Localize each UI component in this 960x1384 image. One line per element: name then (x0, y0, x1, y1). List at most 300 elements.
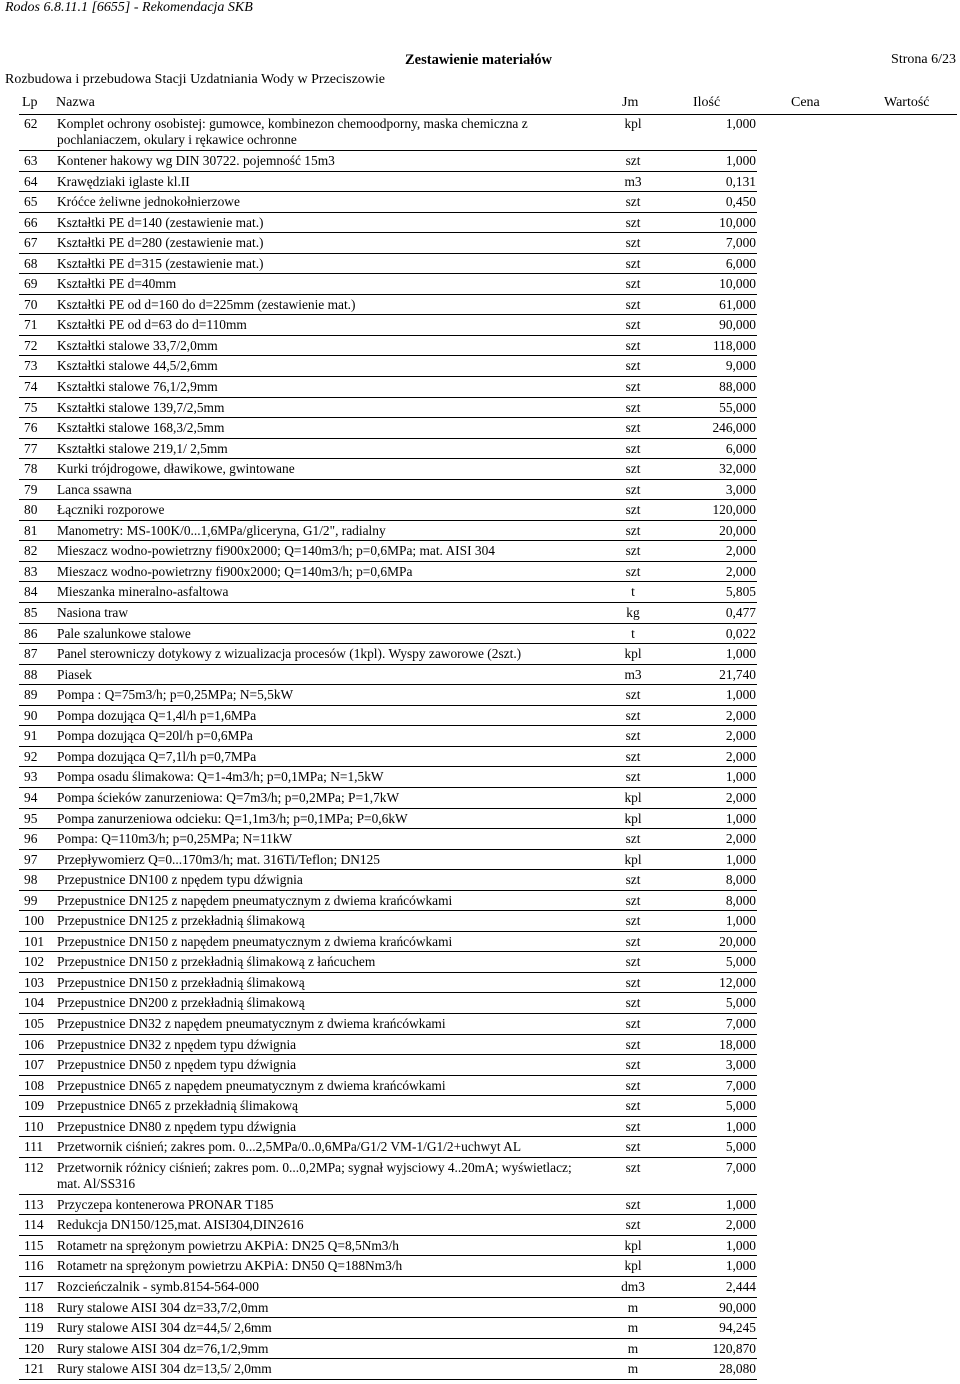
row-lp: 62 (24, 116, 38, 131)
row-name: Kształtki stalowe 44,5/2,6mm (57, 358, 218, 374)
row-name: Przyczepa kontenerowa PRONAR T185 (57, 1196, 274, 1212)
row-name: Łączniki rozporowe (57, 502, 165, 518)
row-jm: m (627, 1361, 639, 1377)
table-row (0, 624, 960, 645)
row-lp: 103 (24, 974, 45, 990)
row-name: Kształtki stalowe 168,3/2,5mm (57, 420, 225, 436)
row-qty: 0,131 (725, 173, 756, 189)
row-qty: 2,000 (725, 728, 756, 744)
table-row (0, 911, 960, 932)
table-row (0, 891, 960, 912)
page-number: Strona 6/23 (891, 52, 956, 67)
row-name: Przepustnice DN80 z npędem typu dźwignia (57, 1118, 297, 1134)
row-jm: kpl (624, 789, 642, 805)
row-lp: 69 (24, 276, 38, 292)
row-jm: szt (625, 276, 641, 292)
table-row (0, 1076, 960, 1097)
row-qty: 2,000 (725, 748, 756, 764)
row-qty: 1,000 (725, 810, 756, 826)
row-jm: szt (625, 872, 641, 888)
row-jm: szt (625, 255, 641, 271)
row-jm: szt (625, 461, 641, 477)
row-lp: 98 (24, 872, 38, 888)
row-jm: szt (625, 1036, 641, 1052)
row-qty: 1,000 (725, 687, 756, 703)
table-row (0, 459, 960, 480)
row-name: Przepustnice DN32 z napędem pneumatycznym z dwiema krańcówkami (57, 1015, 446, 1031)
row-jm: szt (625, 687, 641, 703)
row-name: Przepustnice DN125 z przekładnią ślimakową (57, 913, 305, 929)
row-qty: 2,000 (725, 831, 756, 847)
table-row (0, 562, 960, 583)
table-row (0, 767, 960, 788)
row-lp: 100 (24, 913, 45, 929)
row-lp: 112 (24, 1159, 44, 1175)
row-jm: szt (625, 235, 641, 251)
row-qty: 10,000 (719, 214, 756, 230)
row-qty: 6,000 (725, 255, 756, 271)
row-name: Przepustnice DN100 z npędem typu dźwignia (57, 872, 303, 888)
table-row (0, 1359, 960, 1380)
table-row (0, 1339, 960, 1360)
row-name: Pale szalunkowe stalowe (57, 625, 191, 641)
row-jm: m (627, 1340, 639, 1356)
row-lp: 121 (24, 1361, 45, 1377)
row-jm: kpl (624, 1237, 642, 1253)
row-lp: 111 (24, 1139, 44, 1155)
row-lp: 85 (24, 605, 38, 621)
row-lp: 68 (24, 255, 38, 271)
table-row (0, 1158, 960, 1195)
row-qty: 7,000 (725, 1159, 756, 1175)
row-name: Pompa : Q=75m3/h; p=0,25MPa; N=5,5kW (57, 687, 294, 703)
row-name: Krawędziaki iglaste kl.II (57, 173, 190, 189)
row-lp: 86 (24, 625, 38, 641)
row-name: Mieszacz wodno-powietrzny fi900x2000; Q=140m3/h; p=0,6MPa (57, 563, 413, 579)
row-lp: 78 (24, 461, 38, 477)
row-lp: 101 (24, 933, 45, 949)
table-row (0, 952, 960, 973)
row-name: Piasek (57, 666, 92, 682)
row-name: Pompa: Q=110m3/h; p=0,25MPa; N=11kW (57, 831, 293, 847)
row-name: Kształtki PE d=315 (zestawienie mat.) (57, 255, 264, 271)
row-lp: 92 (24, 748, 38, 764)
header-lp: Lp (22, 95, 38, 110)
header-price: Cena (791, 95, 820, 110)
row-name: Rotametr na sprężonym powietrzu AKPiA: DN25 Q=8,5Nm3/h (57, 1237, 399, 1253)
row-qty: 1,000 (725, 851, 756, 867)
table-row (0, 274, 960, 295)
row-name: Przepustnice DN150 z przekładnią ślimakową z łańcuchem (57, 954, 376, 970)
row-jm: szt (625, 153, 641, 168)
row-qty: 2,000 (725, 563, 756, 579)
table-row (0, 1014, 960, 1035)
row-name: Rury stalowe AISI 304 dz=33,7/2,0mm (57, 1299, 269, 1315)
row-lp: 82 (24, 543, 38, 559)
table-row (0, 377, 960, 398)
row-qty: 55,000 (719, 399, 756, 415)
table-row (0, 480, 960, 501)
row-jm: szt (625, 1015, 641, 1031)
row-name: Redukcja DN150/125,mat. AISI304,DIN2616 (57, 1217, 304, 1233)
table-row (0, 603, 960, 624)
table-row (0, 541, 960, 562)
row-jm: szt (625, 748, 641, 764)
row-jm: m3 (624, 666, 642, 682)
table-row (0, 233, 960, 254)
row-jm: kpl (624, 116, 642, 131)
row-qty: 2,000 (725, 789, 756, 805)
row-name: Przepustnice DN32 z npędem typu dźwignia (57, 1036, 297, 1052)
row-jm: szt (625, 420, 641, 436)
row-jm: dm3 (621, 1278, 645, 1294)
row-name: Rury stalowe AISI 304 dz=44,5/ 2,6mm (57, 1320, 272, 1336)
row-name: Króćce żeliwne jednokołnierzowe (57, 194, 240, 210)
row-jm: szt (625, 1139, 641, 1155)
row-lp: 64 (24, 173, 38, 189)
row-name: Kształtki PE d=40mm (57, 276, 177, 292)
row-name: Przepustnice DN200 z przekładnią ślimakową (57, 995, 305, 1011)
row-jm: szt (625, 214, 641, 230)
row-lp: 89 (24, 687, 38, 703)
row-name: Przepustnice DN65 z przekładnią ślimakową (57, 1098, 298, 1114)
row-qty: 0,022 (725, 625, 756, 641)
row-jm: t (631, 584, 635, 600)
row-jm: szt (625, 502, 641, 518)
table-row (0, 1096, 960, 1117)
row-jm: szt (625, 933, 641, 949)
row-jm: kpl (624, 646, 642, 662)
table-row (0, 1055, 960, 1076)
table-row (0, 850, 960, 871)
row-jm: szt (625, 1217, 641, 1233)
table-row (0, 1035, 960, 1056)
row-name: Kształtki stalowe 219,1/ 2,5mm (57, 440, 228, 456)
row-qty: 20,000 (719, 522, 756, 538)
row-qty: 61,000 (719, 296, 756, 312)
row-jm: szt (625, 543, 641, 559)
table-row (0, 254, 960, 275)
row-jm: m (627, 1299, 639, 1315)
row-lp: 67 (24, 235, 38, 251)
row-name: Rozcieńczalnik - symb.8154-564-000 (57, 1278, 259, 1294)
row-lp: 114 (24, 1217, 44, 1233)
row-name: Kształtki stalowe 139,7/2,5mm (57, 399, 225, 415)
row-name: Kurki trójdrogowe, dławikowe, gwintowane (57, 461, 295, 477)
table-row (0, 315, 960, 336)
row-qty: 5,805 (725, 584, 756, 600)
row-lp: 116 (24, 1258, 44, 1274)
table-row (0, 582, 960, 603)
row-jm: szt (625, 1057, 641, 1073)
table-row (0, 500, 960, 521)
row-jm: szt (625, 831, 641, 847)
row-name: Pompa zanurzeniowa odcieku: Q=1,1m3/h; p=0,1MPa; P=0,6kW (57, 810, 408, 826)
row-lp: 66 (24, 214, 38, 230)
row-lp: 76 (24, 420, 38, 436)
row-lp: 119 (24, 1320, 44, 1336)
row-name: Kształtki PE d=280 (zestawienie mat.) (57, 235, 264, 251)
row-lp: 65 (24, 194, 38, 210)
row-jm: szt (625, 707, 641, 723)
row-lp: 107 (24, 1057, 45, 1073)
row-lp: 84 (24, 584, 38, 600)
row-jm: szt (625, 358, 641, 374)
row-lp: 72 (24, 337, 38, 353)
row-qty: 7,000 (725, 235, 756, 251)
row-name: Rury stalowe AISI 304 dz=13,5/ 2,0mm (57, 1361, 272, 1377)
row-qty: 246,000 (712, 420, 756, 436)
table-row (0, 685, 960, 706)
row-jm: kpl (624, 851, 642, 867)
row-qty: 2,000 (725, 543, 756, 559)
row-qty: 10,000 (719, 276, 756, 292)
row-jm: szt (625, 379, 641, 395)
row-qty: 7,000 (725, 1077, 756, 1093)
row-jm: szt (625, 194, 641, 210)
row-jm: kpl (624, 810, 642, 826)
table-row (0, 439, 960, 460)
row-lp: 108 (24, 1077, 45, 1093)
table-row (0, 1195, 960, 1216)
row-qty: 5,000 (725, 954, 756, 970)
row-lp: 73 (24, 358, 38, 374)
row-name: Przetwornik ciśnień; zakres pom. 0...2,5MPa/0..0,6MPa/G1/2 VM-1/G1/2+uchwyt AL (57, 1139, 522, 1155)
row-qty: 1,000 (725, 153, 756, 168)
row-name: Kształtki stalowe 33,7/2,0mm (57, 337, 218, 353)
row-qty: 2,000 (725, 1217, 756, 1233)
row-qty: 88,000 (719, 379, 756, 395)
table-row (0, 1215, 960, 1236)
row-jm: szt (625, 974, 641, 990)
table-row (0, 829, 960, 850)
row-jm: szt (625, 481, 641, 497)
row-lp: 79 (24, 481, 38, 497)
row-qty: 1,000 (725, 1118, 756, 1134)
row-jm: m (627, 1320, 639, 1336)
row-qty: 3,000 (725, 1057, 756, 1073)
row-name: Kształtki PE od d=160 do d=225mm (zestawienie mat.) (57, 296, 356, 312)
row-name: Przepustnice DN50 z npędem typu dźwignia (57, 1057, 297, 1073)
table-row (0, 521, 960, 542)
table-row (0, 747, 960, 768)
row-lp: 104 (24, 995, 45, 1011)
row-lp: 74 (24, 379, 38, 395)
row-lp: 87 (24, 646, 38, 662)
row-lp: 93 (24, 769, 38, 785)
row-qty: 32,000 (719, 461, 756, 477)
header-name: Nazwa (56, 95, 95, 110)
row-qty: 118,000 (712, 337, 756, 353)
table-row (0, 1318, 960, 1339)
row-lp: 70 (24, 296, 38, 312)
row-name: Pompa dozująca Q=20l/h p=0,6MPa (57, 728, 253, 744)
materials-table (0, 114, 960, 1380)
row-name: Pompa dozująca Q=7,1l/h p=0,7MPa (57, 748, 257, 764)
table-row (0, 706, 960, 727)
table-row (0, 726, 960, 747)
row-lp: 117 (24, 1278, 44, 1294)
row-jm: kpl (624, 1258, 642, 1274)
row-lp: 109 (24, 1098, 45, 1114)
row-jm: szt (625, 769, 641, 785)
row-lp: 77 (24, 440, 38, 456)
row-lp: 105 (24, 1015, 45, 1031)
row-qty: 21,740 (719, 666, 756, 682)
table-row (0, 1298, 960, 1319)
row-qty: 5,000 (725, 995, 756, 1011)
project-name: Rozbudowa i przebudowa Stacji Uzdatniania Wody w Przeciszowie (5, 72, 386, 87)
row-qty: 6,000 (725, 440, 756, 456)
row-lp: 102 (24, 954, 45, 970)
table-row (0, 192, 960, 213)
row-lp: 106 (24, 1036, 45, 1052)
table-row (0, 213, 960, 234)
row-qty: 90,000 (719, 317, 756, 333)
table-row (0, 1256, 960, 1277)
table-row (0, 1137, 960, 1158)
row-jm: szt (625, 995, 641, 1011)
row-jm: szt (625, 892, 641, 908)
table-row (0, 295, 960, 316)
row-qty: 1,000 (725, 1237, 756, 1253)
row-jm: szt (625, 1077, 641, 1093)
row-name: Przepustnice DN65 z napędem pneumatycznym z dwiema krańcówkami (57, 1077, 446, 1093)
table-row (0, 172, 960, 193)
row-lp: 97 (24, 851, 38, 867)
row-lp: 99 (24, 892, 38, 908)
row-jm: szt (625, 522, 641, 538)
row-lp: 113 (24, 1196, 44, 1212)
row-lp: 83 (24, 563, 38, 579)
row-qty: 9,000 (725, 358, 756, 374)
row-lp: 71 (24, 317, 38, 333)
row-qty: 1,000 (725, 769, 756, 785)
row-lp: 91 (24, 728, 38, 744)
row-lp: 94 (24, 789, 38, 805)
row-lp: 81 (24, 522, 38, 538)
table-row (0, 870, 960, 891)
row-qty: 18,000 (719, 1036, 756, 1052)
row-jm: szt (625, 296, 641, 312)
row-qty: 2,444 (725, 1278, 756, 1294)
row-lp: 88 (24, 666, 38, 682)
row-name: Pompa dozująca Q=1,4l/h p=1,6MPa (57, 707, 257, 723)
row-qty: 0,477 (725, 605, 756, 621)
row-name: Przepływomierz Q=0...170m3/h; mat. 316Ti/Teflon; DN125 (57, 851, 381, 867)
row-qty: 1,000 (725, 913, 756, 929)
row-qty: 8,000 (725, 892, 756, 908)
row-name: Kształtki PE od d=63 do d=110mm (57, 317, 247, 333)
row-qty: 2,000 (725, 707, 756, 723)
row-qty: 20,000 (719, 933, 756, 949)
row-jm: szt (625, 317, 641, 333)
row-jm: szt (625, 337, 641, 353)
row-qty: 1,000 (725, 646, 756, 662)
row-name: Panel sterowniczy dotykowy z wizualizacja procesów (1kpl). Wyspy zaworowe (2szt.) (57, 646, 522, 662)
table-row (0, 932, 960, 953)
row-name: Kontener hakowy wg DIN 30722. pojemność 15m3 (57, 153, 335, 168)
row-jm: m3 (624, 173, 642, 189)
row-jm: szt (625, 728, 641, 744)
header-qty: Ilość (693, 95, 721, 110)
table-row (0, 973, 960, 994)
row-name: Rotametr na sprężonym powietrzu AKPiA: DN50 Q=188Nm3/h (57, 1258, 403, 1274)
row-jm: kg (626, 605, 640, 621)
table-row (0, 1117, 960, 1138)
row-qty: 90,000 (719, 1299, 756, 1315)
row-qty: 1,000 (725, 116, 756, 131)
row-qty: 28,080 (719, 1361, 756, 1377)
row-lp: 110 (24, 1118, 44, 1134)
table-header (19, 94, 957, 115)
table-row (0, 1277, 960, 1298)
row-name: Manometry: MS-100K/0...1,6MPa/gliceryna, G1/2", radialny (57, 522, 386, 538)
table-row (0, 665, 960, 686)
row-lp: 63 (24, 153, 38, 168)
row-qty: 94,245 (719, 1320, 756, 1336)
header-value: Wartość (884, 95, 930, 110)
table-row (0, 644, 960, 665)
row-qty: 1,000 (725, 1196, 756, 1212)
row-lp: 80 (24, 502, 38, 518)
row-lp: 96 (24, 831, 38, 847)
row-name: Przepustnice DN125 z napędem pneumatycznym z dwiema krańcówkami (57, 892, 453, 908)
row-name: Mieszacz wodno-powietrzny fi900x2000; Q=140m3/h; p=0,6MPa; mat. AISI 304 (57, 543, 495, 559)
row-jm: szt (625, 1098, 641, 1114)
table-row (0, 809, 960, 830)
row-name: Lanca ssawna (57, 481, 132, 497)
row-qty: 5,000 (725, 1098, 756, 1114)
table-row (0, 114, 960, 151)
table-row (0, 356, 960, 377)
row-lp: 120 (24, 1340, 45, 1356)
row-lp: 115 (24, 1237, 44, 1253)
row-lp: 90 (24, 707, 38, 723)
row-lp: 118 (24, 1299, 44, 1315)
row-name: Pompa ścieków zanurzeniowa: Q=7m3/h; p=0,2MPa; P=1,7kW (57, 789, 400, 805)
row-jm: szt (625, 563, 641, 579)
row-qty: 5,000 (725, 1139, 756, 1155)
table-row (0, 993, 960, 1014)
row-jm: szt (625, 1159, 641, 1175)
row-name: Kształtki stalowe 76,1/2,9mm (57, 379, 218, 395)
table-row (0, 336, 960, 357)
row-name: Przepustnice DN150 z napędem pneumatycznym z dwiema krańcówkami (57, 933, 453, 949)
row-name: Mieszanka mineralno-asfaltowa (57, 584, 229, 600)
row-lp: 75 (24, 399, 38, 415)
row-qty: 12,000 (719, 974, 756, 990)
row-name: Przetwornik różnicy ciśnień; zakres pom. 0...0,2MPa; sygnał wyjsciowy 4..20mA; wyświetlacz; mat. Al/SS316 (57, 1159, 572, 1191)
row-qty: 3,000 (725, 481, 756, 497)
table-row (0, 1236, 960, 1257)
row-qty: 120,870 (712, 1340, 756, 1356)
row-qty: 1,000 (725, 1258, 756, 1274)
table-row (0, 398, 960, 419)
app-title: Rodos 6.8.11.1 [6655] - Rekomendacja SKB (5, 0, 253, 15)
row-name: Kształtki PE d=140 (zestawienie mat.) (57, 214, 264, 230)
row-jm: szt (625, 440, 641, 456)
row-qty: 7,000 (725, 1015, 756, 1031)
row-jm: szt (625, 1196, 641, 1212)
row-jm: szt (625, 913, 641, 929)
row-jm: t (631, 625, 635, 641)
table-row (0, 418, 960, 439)
row-name: Nasiona traw (57, 605, 129, 621)
row-lp: 95 (24, 810, 38, 826)
row-jm: szt (625, 399, 641, 415)
row-name: Przepustnice DN150 z przekładnią ślimakową (57, 974, 305, 990)
